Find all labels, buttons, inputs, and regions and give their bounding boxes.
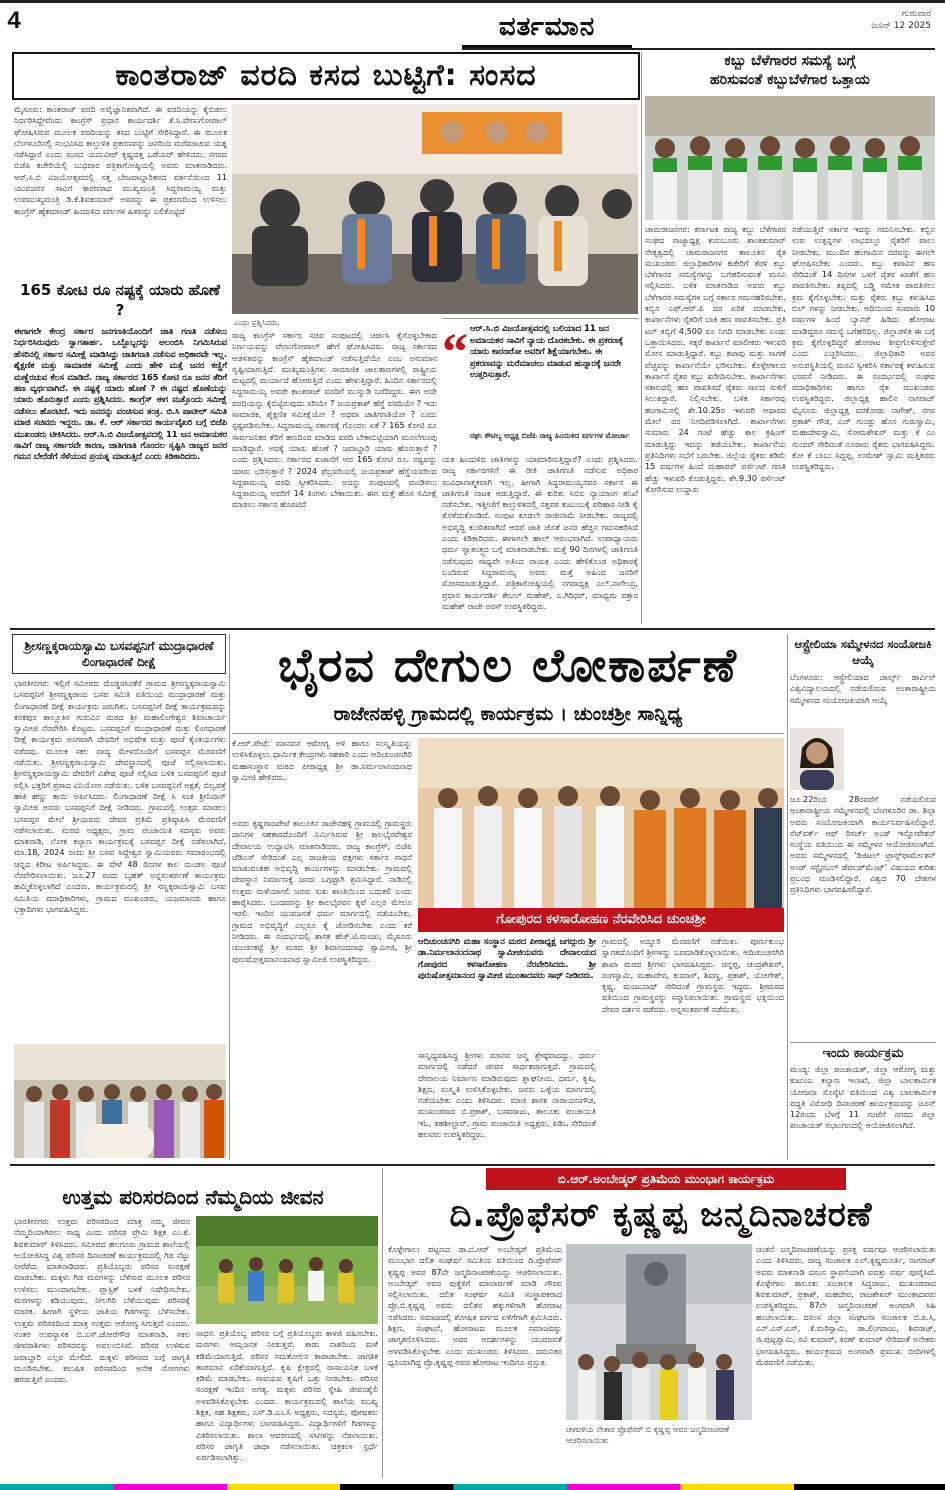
section-rule [10, 1164, 935, 1166]
story7-headline: ಉತ್ತಮ ಪರಿಸರದಿಂದ ನೆಮ್ಮದಿಯ ಜೀವನ [62, 1185, 324, 1209]
story4-intro: ಕೆ.ಆರ್.ಪೇಟೆ: ಮಾನವನ ಆರೋಗ್ಯ ಅಳಿ ಹಾಗೂ ಸಂಸ್ಕೃತಿಯನ್ನು ಉಳಿಸಿಕೊಳ್ಳಲು ಧಾರ್ಮಿಕ ಕೇಂದ್ರಗಳು ಸಹಕಾರಿ ಎಂದು ಆದಿಚುಂಚನಗಿರಿ ಮಹಾಸಂಸ್ಥಾನ ಮಠದ ಪೀಠಾಧ್ಯಕ್ಷ ಶ್ರೀ ಡಾ.ನಿರ್ಮಲಾನಂದನಾಥ ಸ್ವಾಮೀಜಿ ಹೇಳಿದರು. [232, 738, 412, 782]
story5-body: ಜೂ.22ರಿಂದ 28ರವರೆಗೆ ನಡೆಯಲಿರುವ ಅಂತಾರಾಷ್ಟ್ರೀಯ ಸಮ್ಮೇಳನದಲ್ಲಿ ಬೆಂಗಳೂರಿನ ಡಾ. ಶಿಲ್ಪಾ ಅವರು ಸಂಯೋಜಕಿಯಾಗಿ ಕಾರ್ಯನಿರ್ವಹಿಸಲಿದ್ದಾರೆ. ನೆಟ್‌ವರ್ಕ್ ಆಫ್ ರಿಸರ್ಚ್ ಅಂಡ್ ಇನ್ನೋವೇಶನ್ ಸಂಸ್ಥೆಯ ವತಿಯಿಂದ ಈ ಸಮ್ಮೇಳನ ಆಯೋಜಿಸಲಾಗಿದೆ. ಅವರು ಸಮ್ಮೇಳನದಲ್ಲಿ 'ಡಿಜಿಟಲ್ ಟ್ರಾನ್ಸ್‌ಫಾರ್ಮೇಶನ್ ಅಂಡ್ ಸಸ್ಟೈನಬಲ್ ಡೆವಲಪ್‌ಮೆಂಟ್' ವಿಷಯದ ಕುರಿತು ಪ್ರಬಂಧ ಮಂಡಿಸಲಿದ್ದಾರೆ. ವಿಶ್ವದ 70 ದೇಶಗಳ ಪ್ರತಿನಿಧಿಗಳು ಭಾಗವಹಿಸಲಿದ್ದಾರೆ. [790, 794, 936, 895]
story2-col1: ಚಾಮರಾಜನಗರ: ಕರ್ನಾಟಕ ರಾಜ್ಯ ಕಬ್ಬು ಬೆಳೆಗಾರರ ಸಂಘದ ರಾಜ್ಯಾಧ್ಯಕ್ಷ ಕುರುಬೂರು ಶಾಂತಕುಮಾರ್ ನೇತೃತ್ವದಲ್ಲಿ ಚಾಮರಾಜನಗರ ತಾಲೂಕಿನ ರೈತ ಮುಖಂಡರು ಜಿಲ್ಲಾಧಿಕಾರಿಗಳ ಕಚೇರಿಗೆ ತೆರಳಿ ಕಬ್ಬು ಬೆಳೆಗಾರರ ಸಮಸ್ಯೆಗಳನ್ನು ಬಗೆಹರಿಸುವಂತೆ ಮನವಿ ಸಲ್ಲಿಸಿದರು. ಬಳಿಕ ಮಾತನಾಡಿದ ಅವರು ಕಬ್ಬು ಬೆಳೆಗಾರರ ಸಮಸ್ಯೆಗಳ ಬಗ್ಗೆ ಸರ್ಕಾರ ಗಮನಹರಿಸಬೇಕು. ಕಬ್ಬಿನ ಎಫ್.ಆರ್.ಪಿ ದರ ಏರಿಕೆ ಮಾಡಬೇಕು, ಕಾರ್ಖಾನೆಗಳು ರೈತರಿಗೆ ಬಾಕಿ ಹಣ ಪಾವತಿಸಬೇಕು. ಪ್ರತಿ ಟನ್ ಕಬ್ಬಿಗೆ 4,500 ರೂ ನಿಗದಿ ಮಾಡಬೇಕು ಎಂದು ಒತ್ತಾಯಿಸಿದರು. ಸಕ್ಕರೆ ಕಾರ್ಖಾನೆ ಮಾಲೀಕರು ಇಳುವರಿ ಮೋಸ ಮಾಡುತ್ತಿದ್ದಾರೆ. ಕಬ್ಬು ಕಟಾವು ಮತ್ತು ಸಾಗಣೆ ವೆಚ್ಚವನ್ನು ಕಾರ್ಖಾನೆಯೇ ಭರಿಸಬೇಕು. ಕೊಳ್ಳೇಗಾಲದ ಕಾರ್ಖಾನೆ ರೈತರ ಕಬ್ಬು ಖರೀದಿಸಬೇಕು. ಕಾರ್ಖಾನೆಗಳು ಸಕಾಲದಲ್ಲಿ ಹಣ ಪಾವತಿಸದೆ ರೈತರು ಸಾಲದ ಸುಳಿಗೆ ಸಿಲುಕಿದ್ದಾರೆ. ನಿಲ್ಲಿಸಬೇಕು. ಬಳಿಕ ಸರ್ಕಾರವು ಹಂಗಾಮಿನಲ್ಲಿ ಶೇ.10.25ರ ಇಳುವರಿ ಆಧಾರದ ಮೇಲೆ ದರ ನಿಗದಿಪಡಿಸಲಾಗಿದೆ. ಕಾರ್ಖಾನೆಗಳು ಸುಮಾರು 24 ಗಂಟೆ ಹೆಚ್ಚು ಕಾಲ ಕ್ರಷಿಂಗ್ ಮಾಡುತ್ತಿದ್ದು ಇದನ್ನು ತಡೆಯಬೇಕು. ಕಾರ್ಖಾನೆಯ ಪ್ರತಿನಿಧಿಗಳು ಸಭೆಗೆ ಬರಬೇಕು. ಜಿಲ್ಲೆಯ ರೈತರು ಕಡಿಮೆ 15 ವರ್ಷಗಳ ಹಿಂದೆ ಮಹಾಪರ್ ಪರ್ಸೆಂಟ್ ಗಣತಿ ಹೆಚ್ಚು ಇಳುವರಿ ಕೊಡುತ್ತಿದ್ದರು. ಶೇ.9.30 ಪರ್ಸೆಂಟ್ ತೋರಿಸುವ ಉದ್ದಾರು [645, 224, 786, 494]
issue-day: ಗುರುವಾರ [901, 9, 931, 19]
story1-subhead: 165 ಕೋಟಿ ರೂ ನಷ್ಟಕ್ಕೆ ಯಾರು ಹೊಣೆ ? [20, 281, 220, 319]
devotees-photo [14, 1044, 226, 1158]
story5-headline: ಆಸ್ಟ್ರೇಲಿಯಾ ಸಮ್ಮೇಳನದ ಸಂಯೋಜಕಿ ಆಯ್ಕೆ [794, 637, 932, 667]
story1-photo [232, 104, 638, 314]
story4-col3: ಗ್ರಾಮದಲ್ಲಿ ಅದ್ದೂರಿ ಮೆರವಣಿಗೆ ನಡೆಯಿತು. ಪೂರ್ಣಕುಂಭ ಸ್ವಾಗತದೊಂದಿಗೆ ಶ್ರೀಗಳನ್ನು ಬರಮಾಡಿಕೊಳ್ಳಲಾಯಿತು. ಆದಿಚುಂಚನಗಿರಿ ಶಾಖಾ ಮಠದ ಶ್ರೀಗಳು ಭಾಗವಹಿಸಿದ್ದರು. ಚಿನ್ನಪ್ಪ, ಚಂದ್ರಶೇಖರ್, ರಂಗಸ್ವಾಮಿ, ಮಹಾದೇವ, ಕುಮಾರ್, ಶಿವಣ್ಣ, ಪ್ರಕಾಶ್, ಯೋಗೇಶ್, ಕೃಷ್ಣ, ಮಂಜುನಾಥ್ ಸೇರಿದಂತೆ ಗ್ರಾಮಸ್ಥರು ಇದ್ದರು. ಶ್ರೀಮಠದ ವತಿಯಿಂದ ಗ್ರಾಮಸ್ಥರನ್ನು ಸನ್ಮಾನಿಸಲಾಯಿತು. ಗ್ರಾಮಸ್ಥರು ಭಕ್ತಿಯಿಂದ ದೇವರ ದರ್ಶನ ಪಡೆದರು. ಅನ್ನಸಂತರ್ಪಣೆ ನಡೆಯಿತು. [602, 936, 784, 1014]
issue-date-text: ಜೂನ್ 12 2025 [871, 21, 931, 31]
temple-ceremony-photo [418, 738, 784, 908]
story5-portrait [790, 728, 844, 790]
portrait-photo [790, 728, 844, 790]
story6-headline: ಇಂದು ಕಾರ್ಯಕ್ರಮ [822, 1046, 904, 1061]
story4-photo [418, 738, 784, 908]
column-divider [787, 634, 788, 1160]
story8-headline: ದಿ.ಪ್ರೊಫೆಸರ್ ಕೃಷ್ಣಪ್ಪ ಜನ್ಮದಿನಾಚರಣೆ [449, 1195, 873, 1235]
story4-headline: ಭೈರವ ದೇಗುಲ ಲೋಕಾರ್ಪಣೆ [277, 638, 739, 692]
story1-headline: ಕಾಂತರಾಜ್ ವರದಿ ಕಸದ ಬುಟ್ಟಿಗೆ: ಸಂಸದ [115, 58, 537, 93]
story4-photo-caption: ಗೋಪುರದ ಕಳಸಾರೋಹಣ ನೆರವೇರಿಸಿದ ಚುಂಚಶ್ರೀ [418, 908, 784, 932]
sub-rule [232, 733, 784, 734]
story4-col1: ಅವರು ಕೃಷ್ಣರಾಜಪೇಟೆ ತಾಲೂಕಿನ ರಾಜೇನಹಳ್ಳಿ ಗ್ರಾಮದಲ್ಲಿ ಗ್ರಾಮಸ್ಥರು ದಾನಿಗಳ ಸಹಕಾರದೊಂದಿಗೆ ನಿರ್ಮಿಸಿರುವ ಶ್ರೀ ಕಾಲಭೈರವೇಶ್ವರ ದೇವಾಲಯ ಉದ್ಘಾಟಿಸಿ ಮಾತನಾಡಿದರು. ರಾಜ್ಯ ಕಾಂಗ್ರೆಸ್, ಬಿಜೆಪಿ ಜೆಡಿಎಸ್ ಸೇರಿದಂತೆ ಎಲ್ಲ ರಾಜಕೀಯ ಪಕ್ಷಗಳು ಸರ್ಕಾರ ಸಾಧನೆ ಮಾಡುವಂತಹ ಅಭಿವೃದ್ಧಿ ಕಾರ್ಯಗಳನ್ನು ಮಾಡಬೇಕು. ಗ್ರಾಮದಲ್ಲಿ ದೇವಸ್ಥಾನ ನಿರ್ಮಾಣಕ್ಕೆ ಜನರು ಒಗ್ಗಟ್ಟಾಗಿ ಶ್ರಮಿಸಿದ್ದಾರೆ. ನಾಡಿನಲ್ಲಿ ಉತ್ತಮ ಮಳೆಯಾಗಲಿ ಜನರು ಸುಖ ಶಾಂತಿಯಿಂದ ಬದುಕಲಿ ಎಂದು ಹಾರೈಸಿದರು. ಬಂದವರನ್ನು ಶ್ರೀ ಕಾಲಭೈರವನ ಕೃಪೆ ಎಲ್ಲರ ಮೇಲೂ ಇರಲಿ. ಇಂದಿನ ಯುವಜನತೆ ಧರ್ಮ ಮಾರ್ಗದಲ್ಲಿ ನಡೆಯಬೇಕು. ಗ್ರಾಮದ ಅಭಿವೃದ್ಧಿಗೆ ಎಲ್ಲರೂ ಕೈ ಜೋಡಿಸಬೇಕು ಎಂದು ಕರೆ ನೀಡಿದರು. ಈ ಸಂದರ್ಭದಲ್ಲಿ ಶಾಸಕ ಹೆಚ್.ಟಿ.ಮಂಜು, ಮೈಸೂರು ಚುಂಚನಕಟ್ಟೆ ಶ್ರೀ ಮಠದ ಶ್ರೀ ಶಿವಾನಂದನಾಥ ಸ್ವಾಮೀಜಿ, ಶ್ರೀ ಪುರುಷೋತ್ತಮಾನಂದನಾಥ ಸ್ವಾಮೀಜಿ ಉಪಸ್ಥಿತರಿದ್ದರು. [232, 818, 412, 964]
story3-photo [14, 1044, 226, 1158]
story1-lead: ಮೈಸೂರು: ಕಾಂತರಾಜ್ ವರದಿ ಅವೈಜ್ಞಾನಿಕವಾಗಿದೆ. ಈ ವರದಿಯನ್ನು ಕೈಬಿಡಲು ನಿರ್ಧರಿಸಿದ್ದೇವೆಂದು ಕಾಂಗ್ರೆಸ್ ಪ್ರಧಾನ ಕಾರ್ಯದರ್ಶಿ ಕೆ.ಸಿ.ವೇಣುಗೋಪಾಲ್ ಘೋಷಿಸಿರುವ ಮೂಲಕ ವರದಿಯನ್ನು ಕಸದ ಬುಟ್ಟಿಗೆ ಸೇರಿಸಿದ್ದಾರೆ. ಈ ಮೂಲಕ ಬೆಂಗಳೂರಿನಲ್ಲಿ ಸಂಭವಿಸಿದ ಕಾಲ್ತುಳಿತ ಪ್ರಕರಣವನ್ನು ಜನರಿಂದ ಮರೆಮಾಚುವ ಯತ್ನ ನಡೆಸಿದ್ದಾರೆ ಎಂದು ಸಂಸದ ಯದುವೀರ್ ಕೃಷ್ಣದತ್ತ ಒಡೆಯರ್ ಹೇಳಿದರು. ನಗರದ ಬಿಜೆಪಿ ಕಚೇರಿಯಲ್ಲಿ ಬುಧವಾರ ಪತ್ರಿಕಾಗೋಷ್ಠಿಯಲ್ಲಿ ಅವರು ಮಾತನಾಡಿದರು. ಆರ್.ಸಿ.ಬಿ ವಿಜಯೋತ್ಸವದಲ್ಲಿ ಸತ್ತ ಬೇಜವಾಬ್ದಾರಿತನದ ವರ್ತನೆಯಿಂದ 11 ಯುವಜನರ ಸಾವಿಗೆ ಕಾರಣರಾದ ಮುಖ್ಯಮಂತ್ರಿ ಸಿದ್ದರಾಮಯ್ಯ ಮತ್ತು ಉಪಮುಖ್ಯಮಂತ್ರಿ ಡಿ.ಕೆ.ಶಿವಕುಮಾರ್ ಅವರನ್ನು ಈ ಪ್ರಕರಣದಿಂದ ಉಳಿಸಲು ಕಾಂಗ್ರೆಸ್ ಹೈಕಮಾಂಡ್ ಹಿಂದುಳಿದ ವರ್ಗಗಳ ಹಿತವನ್ನು ಬಲಿಕೊಟ್ಟಿದೆ [14, 104, 227, 216]
column-divider [641, 52, 642, 624]
story1-col3: ಯಕ ಹಿಂದುಳಿದ ಜಾತಿಗಳನ್ನು ಯಾಮಾರಿಸುತ್ತಿದ್ದಾರೆ? ಎಂದು ಪ್ರಶ್ನಿಸಿದರು. ರಾಜ್ಯ ಸರ್ಕಾರಗಳಿಗೆ ಈ ರೀತಿ ಜಾತಿಗಣತಿ ನಡೆಸುವ ಅಧಿಕಾರ ಸಂವಿಧಾನಾತ್ಮಕವಾಗಿ ಇಲ್ಲ. ಹೀಗಾಗಿ ಸಿದ್ದರಾಮಯ್ಯನವರ ಸರ್ಕಾರ ಈ ಜಾತಿಗಣತಿ ನಾಟಕ ಆಡುತ್ತಿದ್ದಾರೆ. ಈ ಕುರಿತು ಸಿಬಿಐ ನ್ಯಾಯಾಂಗ ತನಿಖೆ ನಡೆಸಬೇಕು. ಇತ್ತೀಚೆಗೆ ಕಾಲ್ತುಳಿತದಲ್ಲಿ ಸತ್ತವರ ಕುಟುಂಬಕ್ಕೆ ಪರಿಹಾರ ನೀಡಿ ಕೈ ತೊಳೆದುಕೊಂಡಿದೆ. ಸಂಪುಟ ಕೂಡಲೇ ರಾಜೀನಾಮೆ ನೀಡಬೇಕು. ರಾಜ್ಯದಲ್ಲಿ ಅಭಿವೃದ್ಧಿ ಕುಂಠಿತವಾಗಿದೆ ಆದರೆ ಜಾತಿ ಜೊತೆ ಜನರ ಹೆಚ್ಚಿನ ಗಮನಹರಿಸಿದೆ ಎಂದು ಕಿಡಿಕಾರಿದರು. ಈಗಾಗಲೇ ಹಾಲ್ ಆರಂಭವಾಗಿದೆ. ಉಪಾಧ್ಯಾಯರು ಧರ್ಮ ಸ್ವಾತಂತ್ರ್ಯದ ಬಗ್ಗೆ ಮಾತನಾಡಬೇಕು. ಮತ್ತೆ 90 ದಿನಗಳಲ್ಲಿ ಜಾತಿಗಣತಿ ನಡೆಸುವುದು ಸಾಧ್ಯವೇ ಅತಿಂದ ನಾಯಕ ಎಂದು ಹೇಳಿಕೊಂಡ ಅಧಿಕಾರಕ್ಕೆ ಬಂದಿರುವ ಸಿದ್ದರಾಮಯ್ಯ ಅವರು ಮತ್ತೆ ಅಹಿಂದ ಜನರಿಗೆ ಮೋಸಮಾಡುತ್ತಿದ್ದಾರೆ. ಪತ್ರಿಕಾಗೋಷ್ಠಿಯಲ್ಲಿ ನಗರಾಧ್ಯಕ್ಷ ಎಲ್.ನಾಗೇಂದ್ರ, ಪ್ರಧಾನ ಕಾರ್ಯದರ್ಶಿ ಕೇಬಲ್ ಮಹೇಶ್, ಎ.ಗಿರಿಧರ್, ಮಾಧ್ಯಮ ವಕ್ತಾರ ಮಹೇಶ್ ರಾಜೇ ಅರಸ್ ಉಪಸ್ಥಿತರಿದ್ದರು. [442, 454, 638, 611]
page-number: 4 [2, 6, 26, 36]
story4-col2: ಸಾನ್ನಿಧ್ಯವಹಿಸಿದ್ದ ಶ್ರೀಗಳು ಮಾನವ ಜನ್ಮ ಶ್ರೇಷ್ಠವಾದದ್ದು. ಧರ್ಮ ಮಾರ್ಗದಲ್ಲಿ ನಡೆದರೆ ಜೀವನ ಸಾರ್ಥಕವಾಗುತ್ತದೆ. ಗ್ರಾಮದಲ್ಲಿ ದೇವಾಲಯ ನಿರ್ಮಾಣ ಮಾಡಿರುವುದು ಶ್ಲಾಘನೀಯ. ಧರ್ಮ, ಕೃಷಿ, ಶಿಕ್ಷಣ, ಸಂಸ್ಕೃತಿ ಉಳಿಸಿಕೊಳ್ಳಬೇಕು. ಜನರು ಒಳ್ಳೆಯ ಮಾರ್ಗದಲ್ಲಿ ನಡೆಯಬೇಕು ಎಂದು ತಿಳಿಸಿದರು. ಮಾಜಿ ಶಾಸಕ ನಾರಾಯಣಗೌಡ, ಮುಖಂಡರಾದ ಬಿ.ಪ್ರಕಾಶ್, ಬಸವರಾಜು, ತಾಲೂಕು ಪಂಚಾಯಿತಿ ಇಓ, ತಹಶೀಲ್ದಾರ್, ಗ್ರಾಮ ಪಂಚಾಯಿತಿ ಅಧ್ಯಕ್ಷರು, ಪಿಡಿಒ ಸೇರಿದಂತೆ ಹಲವರು ಉಪಸ್ಥಿತರಿದ್ದರು. [418, 1050, 596, 1140]
story3-headline: ಶ್ರೀಸಣ್ಣಕ್ಕರಾಯಸ್ವಾಮಿ ಬಸವಪ್ಪನಿಗೆ ಮುದ್ರಾಧಾರಣೆ ಲಿಂಗಾಧಾರಣೆ ದೀಕ್ಷೆ [24, 639, 214, 669]
column-divider [229, 634, 230, 1160]
story5-intro: ಬೆಂಗಳೂರು: ಆಸ್ಟ್ರೇಲಿಯಾದ ಚಾರ್ಲ್ಸ್ ಡಾರ್ವಿನ್ ವಿಶ್ವವಿದ್ಯಾಲಯದಲ್ಲಿ ನಡೆಯಲಿರುವ ಅಂತಾರಾಷ್ಟ್ರೀಯ ಸಮ್ಮೇಳನದ ಸಂಯೋಜಕಿಯಾಗಿ ಆಯ್ಕೆ [790, 672, 936, 705]
story8-photo [566, 1244, 752, 1420]
story2-headline [645, 52, 935, 90]
print-color-bar [0, 1484, 945, 1490]
box-rule [790, 1042, 936, 1043]
story7-col1: ಭಾರತೀನಗರ: ಉತ್ತಮ ಪರಿಸರದಿಂದ ಮಾತ್ರ ನಮ್ಮ ಜೀವನ ನೆಮ್ಮದಿಯಾಗಿರಲು ಸಾಧ್ಯ ಎಂದು ಪರಿಸರ ಪ್ರೇಮಿ ಶಿಕ್ಷಕ ಎಂ.ಕೆ. ಶಿವಕುಮಾರ್ ತಿಳಿಸಿದರು. ಸಮೀಪದ ಹಲಗೂರು ಗ್ರಾಮದ ಶಾಲೆಯಲ್ಲಿ ಆಯೋಜಿಸಿದ್ದ ವಿಶ್ವ ಪರಿಸರ ದಿನಾಚರಣೆ ಕಾರ್ಯಕ್ರಮದಲ್ಲಿ ಗಿಡ ನೆಟ್ಟು ನೀರೆರೆದು ಮಾತನಾಡಿದರು. ಪ್ರತಿಯೊಬ್ಬರು ಪರಿಸರ ಸಂರಕ್ಷಣೆ ಮಾಡಬೇಕು. ಮಕ್ಕಳು ಗಿಡ ಮರಗಳನ್ನು ಬೆಳೆಸುವ ಮೂಲಕ ಪರಿಸರ ಉಳಿಸಲು ಮುಂದಾಗಬೇಕು. ಪ್ಲಾಸ್ಟಿಕ್ ಬಳಕೆ ನಿಷೇಧಿಸಬೇಕು. ಮರಗಳನ್ನು ಕಡಿಯುವುದು, ನೀಲಗಿರಿ ಬೆಳೆಯುವುದು ಪರಿಸರಕ್ಕೆ ಮಾರಕ. ಹೀಗಾಗಿ ಸ್ಥಳೀಯ ಜಾತಿಯ ಗಿಡಗಳನ್ನು ಬೆಳೆಸಬೇಕು. ಉತ್ತಮ ಪರಿಸರದಿಂದ ಮಾತ್ರ ಉತ್ತಮ ಆರೋಗ್ಯ ಸಿಗುತ್ತದೆ ಎಂದರು. ನಂತರ ಉಪನ್ಯಾಸಕ ಬಿ.ಎಸ್.ಜೋರೆಗೌಡ ಮಾತನಾಡಿ, ಸಕಲ ಜೀವರಾಶಿಗಳು ಪರಿಸರವನ್ನು ಅವಲಂಬಿಸಿವೆ. ಪರಿಸರ ಉಳಿಸುವ ಜವಾಬ್ದಾರಿ ಎಲ್ಲರ ಮೇಲಿದೆ. ಮಕ್ಕಳು ಪರಿಸರದ ಬಗ್ಗೆ ಜಾಗೃತಿ ಮೂಡಿಸಬೇಕು. ಕಲುಷಿತ ಪರಿಸರದಿಂದ ಅನೇಕ ರೋಗಗಳು ಹರಡುತ್ತಿವೆ ಎಂದರು. [14, 1216, 190, 1385]
story1-pullquote: ಆರ್.ಸಿ.ಬಿ ವಿಜಯೋತ್ಸವದಲ್ಲಿ ಬಲಿಯಾದ 11 ಜನ ಅಮಾಯಕರ ಸಾವಿಗೆ ನ್ಯಾಯ ದೊರಕಬೇಕು. ಈ ಪ್ರಕರಣಕ್ಕೆ ಯಾರು ಕಾರಣರೋ ಅವರಿಗೆ ಶಿಕ್ಷೆಯಾಗಬೇಕು. ಈ ಪ್ರಕರಣವನ್ನು ಮರೆಮಾಚಲು ಮಾಡುವ ಹುನ್ನಾರಕ್ಕೆ ಜನರೇ ಉತ್ತರಿಸುತ್ತಾರೆ. [470, 323, 624, 379]
issue-date [851, 8, 931, 32]
masthead: ವರ್ತಮಾನ [462, 10, 632, 44]
story7-col2: ಸಾಧನ. ಪ್ರತಿಯೊಬ್ಬ ಪರಿಸರ ಬಗ್ಗೆ ಪ್ರತಿಯೊಬ್ಬರು ಕಾಳಜಿ ವಹಿಸಬೇಕು. ಮರಗಳು ಆಮ್ಲಜನಕ ನೀಡುತ್ತವೆ. ಕಾಡು ನಾಶದಿಂದ ಮಳೆ ಕಡಿಮೆಯಾಗುತ್ತಿದೆ. ಪರಿಸರ ಸಮತೋಲನ ಕಾಪಾಡಬೇಕು. ಜಾಗತಿಕ ತಾಪಮಾನ ಏರಿಕೆಯಾಗುತ್ತಿದೆ. ಕೃಷಿ ಕ್ಷೇತ್ರದಲ್ಲಿ ರಾಸಾಯನಿಕ ಬಳಕೆ ಕಡಿಮೆ ಮಾಡಬೇಕು. ಸಾವಯವ ಕೃಷಿಗೆ ಒತ್ತು ನೀಡಬೇಕು. ಪರಿಸರ ಸಂರಕ್ಷಣೆ ಇಂದಿನ ಅಗತ್ಯ. ಮಕ್ಕಳು ಪರಿಸರ ಸ್ನೇಹಿ ಜೀವನಶೈಲಿ ಅಳವಡಿಸಿಕೊಳ್ಳಬೇಕು ಎಂದರು. ಕಾರ್ಯಕ್ರಮದಲ್ಲಿ ಶಾಲೆಯ ಮುಖ್ಯ ಶಿಕ್ಷಕ, ಸಹ ಶಿಕ್ಷಕರು, ಎಸ್.ಡಿ.ಎಂ.ಸಿ ಅಧ್ಯಕ್ಷರು, ಸದಸ್ಯರು, ಪೋಷಕರು ಹಾಗೂ ವಿದ್ಯಾರ್ಥಿಗಳು ಭಾಗವಹಿಸಿದ್ದರು. ವಿದ್ಯಾರ್ಥಿಗಳಿಗೆ ಗಿಡಗಳನ್ನು ವಿತರಿಸಲಾಯಿತು. ಶಾಲಾ ಆವರಣದಲ್ಲಿ ಸಸಿಗಳನ್ನು ನೆಡಲಾಯಿತು. ಪರಿಸರ ಜಾಗೃತಿ ಜಾಥಾ ನಡೆಸಲಾಯಿತು. ಚಿತ್ರಕಲಾ ಸ್ಪರ್ಧೆ ಏರ್ಪಡಿಸಲಾಗಿತ್ತು. [196, 1328, 378, 1463]
story8-caption: ಚಳವಳಿಯ ನೇತಾರ ಪ್ರೊಫೆಸರ್ ಬಿ ಕೃಷ್ಣಪ್ಪ ಅವರ ಜನ್ಮದಿನಾಚರಣೆ ಆಚರಿಸಲಾಯಿತು [566, 1425, 730, 1445]
story2-headline-line2: ಹರಿಸುವಂತೆ ಕಬ್ಬುಬೆಳೆಗಾರ ಒತ್ತಾಯ [710, 72, 870, 88]
story1-pullquote-credit: ರಘು ಕೌಟಿಲ್ಯ ಅಧ್ಯಕ್ಷ ಬಿಜೆಪಿ ರಾಜ್ಯ ಹಿಂದುಳಿದ ವರ್ಗಗಳ ಮೋರ್ಚಾ [470, 431, 630, 440]
press-meet-photo [232, 104, 638, 314]
statue-garland-photo [566, 1244, 752, 1420]
story8-col1: ಕೊಳ್ಳೇಗಾಲ: ಪಟ್ಟಣದ ಡಾ.ಬಿ.ಆರ್ ಅಂಬೇಡ್ಕರ್ ಪ್ರತಿಮೆಯ ಮುಂಭಾಗ ದಲಿತ ಸಂಘರ್ಷ ಸಮಿತಿಯ ವತಿಯಿಂದ ದಿ.ಪ್ರೊಫೆಸರ್ ಕೃಷ್ಣಪ್ಪ ಅವರ 87ನೇ ಜನ್ಮದಿನಾಚರಣೆಯನ್ನು ಆಚರಿಸಲಾಯಿತು. ಅಂಬೇಡ್ಕರ್ ಅವರ ಪುತ್ಥಳಿಗೆ ಮಾಲಾರ್ಪಣೆ ಮಾಡಿ ಗೌರವ ಸಲ್ಲಿಸಲಾಯಿತು. ದಲಿತ ಸಂಘರ್ಷ ಸಮಿತಿ ಸಂಸ್ಥಾಪಕರಾದ ಪ್ರೊ.ಬಿ.ಕೃಷ್ಣಪ್ಪ ಅವರು ದಲಿತರ ಹಕ್ಕುಗಳಿಗಾಗಿ ಹೋರಾಟ ನಡೆಸಿದರು. ಸಮಾಜದಲ್ಲಿ ಶೋಷಿತ ವರ್ಗದ ಏಳಿಗೆಗಾಗಿ ಶ್ರಮಿಸಿದರು. ಶಿಕ್ಷಣ, ಸಂಘಟನೆ, ಹೋರಾಟದ ಮೂಲಕ ಸಮಾಜವನ್ನು ಜಾಗೃತಗೊಳಿಸಿದರು. ಅವರ ಆದರ್ಶಗಳನ್ನು ಯುವಜನತೆ ಅಳವಡಿಸಿಕೊಳ್ಳಬೇಕು ಎಂದು ಮುಖಂಡರು ತಿಳಿಸಿದರು. ದಮನಿತರ ಧ್ವನಿಯಾಗಿದ್ದ ಪ್ರೊ.ಕೃಷ್ಣಪ್ಪ ಅವರ ಹೋರಾಟ ಇಂದಿಗೂ ಪ್ರಸ್ತುತ. [388, 1244, 562, 1367]
story4-col2-box: ಆದಿಚುಂಚನಗಿರಿ ಮಹಾ ಸಂಸ್ಥಾನ ಮಠದ ಪೀಠಾಧ್ಯಕ್ಷ ಜಗದ್ಗುರು ಶ್ರೀ ಡಾ.ನಿರ್ಮಲಾನಂದನಾಥ ಸ್ವಾಮೀಜಿಯವರು ದೇವಾಲಯದ ಗೋಪುರದ ಕಳಸಾರೋಹಣ ನೆರವೇರಿಸಿದರು. ಶ್ರೀ ಪುರುಷೋತ್ತಮಾನಂದ ಸ್ವಾಮೀಜಿ ಮುಂತಾದವರು ಸಾಥ್ ನೀಡಿದರು. [418, 936, 596, 981]
story1-col2: ರಾಜ್ಯ ಕಾಂಗ್ರೆಸ್ ಸರ್ಕಾರ ಸಚಿವ ಸಂಪುಟದಲ್ಲಿ ಚರ್ಚಿಸಿ ಕೈಗೊಳ್ಳಬೇಕಾದ ನಿರ್ಣಯವನ್ನು ವೇಣುಗೋಪಾಲ್ ಹೇಗೆ ಘೋಷಿಸಿದರು. ರಾಜ್ಯ ಸರ್ಕಾರದ ಆಡಳಿತವನ್ನು ಕಾಂಗ್ರೆಸ್ ಹೈಕಮಾಂಡ್ ನಡೆಸುತ್ತಿದೆಯೇ ಎಂಬ ಅನುಮಾನ ಸೃಷ್ಟಿಯಾಗುತ್ತಿದೆ. ಮುಖ್ಯಮಂತ್ರಿಗಳು ಸಾಮಾಜಿಕ ಜಾಲತಾಣಗಳಲ್ಲಿ ರಾಷ್ಟ್ರೀಯ ಮಟ್ಟದಲ್ಲಿ ಮರ್ಯಾದೆ ಹೋಗುತ್ತಿದೆ ಎಂದು ಹೇಳುತ್ತಿದ್ದಾರೆ. ಹಿಂದಿನ ಸರ್ಕಾರದಲ್ಲಿ ಸಿದ್ದರಾಮಯ್ಯ ಅವರೇ ಕಾಂತರಾಜ್ ವರದಿಗೆ ಮುನ್ನುಡಿ ಬರೆದಿದ್ದರು. ಈಗ ಅದೇ ವರದಿಯನ್ನು ಕೈಬಿಟ್ಟಿರುವುದು ಸರಿಯೇ ? ಜಯಪ್ರಕಾಶ್ ಹೆಗ್ಡೆ ವರದಿಯೇ ? ಇದು ಸಾಮಾಜಿಕ, ಶೈಕ್ಷಣಿಕ ಸಮೀಕ್ಷೆಯೋ ? ಅಥವಾ ಜಾತಿಗಣತಿಯೋ ? ಎಂದು ಸ್ಪಷ್ಟಪಡಿಸಬೇಕು. ಸಿದ್ದರಾಮಯ್ಯ ಸರ್ಕಾರಕ್ಕೆ ಗೊಂದಲ ಏಕೆ ? 165 ಕೋಟಿ ರೂ ಸಾರ್ವಜನಿಕರ ತೆರಿಗೆ ಹಣದಿಂದ ಮಾಡಿದ ವರದಿ ಬೇಕಾಬಿಟ್ಟಿಯಾಗಿ ಮೂಲೆಗುಂಪು ಮಾಡಿದ್ದಾರೆ. ಅದಕ್ಕೆ ಯಾರು ಹೊಣೆ ? ಜವಾಬ್ದಾರಿ ಯಾರು ಹೊರುತ್ತಾರೆ ? ಎಂದು ಪ್ರಶ್ನಿಸಿದರು. ಸರ್ಕಾರದ ಖಜಾನೆಗೆ ಆದ 165 ಕೋಟಿ ರೂ. ನಷ್ಟವನ್ನು ಯಾರು ಭರಿಸುತ್ತಾರೆ ? 2024 ಫೆಬ್ರವರಿಯಲ್ಲಿ ಜಯಪ್ರಕಾಶ್ ಹೆಗ್ಡೆಯವರಿಂದ ಸಿದ್ದರಾಮಯ್ಯ ವರದಿ ಸ್ವೀಕರಿಸಿದರು. ಅದನ್ನು ಸಂಪುಟದಲ್ಲಿ ಮಂಡಿಸಲು ಸಿದ್ದರಾಮಯ್ಯ ಅವರಿಗೆ 14 ತಿಂಗಳು ಬೇಕಾಯಿತು. ಈಗ ಮತ್ತೆ ಹೊಸ ಸಮೀಕ್ಷೆ ಮಾಡಲು ಸರ್ಕಾರ ಹೊರಟಿದೆ [232, 330, 437, 510]
column-divider [382, 1168, 383, 1478]
farmers-group-photo [645, 96, 935, 220]
story1-sub-body: ಈಗಾಗಲೇ ಕೇಂದ್ರ ಸರ್ಕಾರ ಜನಗಣತಿಯೊಂದಿಗೆ ಜಾತಿ ಗಣತಿ ನಡೆಸಲು ನಿರ್ಧರಿಸಿರುವುದು ಸ್ವಾಗತಾರ್ಹ. ಒಬ್ಬೊಬ್ಬರನ್ನು ಅಲಂಬಿಸಿ ನಿಗಮಿಸಿರುವ ಹೆಸರಿನಲ್ಲಿ ಸರ್ಕಾರ ಸಮೀಕ್ಷೆ ಮಾಡಿಸಿದ್ದು ಜಾತಿಗಣತಿ ನಡೆಸುವ ಅಧಿಕಾರವೇ ಇಲ್ಲ. ಶೈಕ್ಷಣಿಕ ಮತ್ತು ಸಾಮಾಜಿಕ ಸಮೀಕ್ಷೆ ಎಂದು ಹೇಳಿ ಮತ್ತೆ ಜನರ ಕಣ್ಣಿಗೆ ಮಣ್ಣೆರಚುವ ಕೆಲಸ ಮಾಡಿದೆ. ರಾಜ್ಯ ಸರ್ಕಾರದ 165 ಕೋಟಿ ರೂ ಜನರ ತೆರಿಗೆ ಹಣ ವ್ಯರ್ಥವಾಗಿದೆ. ಈ ನಷ್ಟಕ್ಕೆ ಯಾರು ಹೊಣೆ ? ಈ ನಷ್ಟದ ಹೊಣೆಯನ್ನು ಯಾರು ಹೊರುತ್ತಾರೆ ಎಂದು ಪ್ರಶ್ನಿಸಿದರು. ಕಾಂಗ್ರೆಸ್ ಈಗ ಮತ್ತೊಂದು ಸಮೀಕ್ಷೆ ನಡೆಸಲು ಹೊರಟಿದೆ. ಇದು ಜನರನ್ನು ವಂಚಿಸುವ ತಂತ್ರ. ಬಿ.ಸಿ ಪಾಟೀಲ್ ಸಮಿತಿ ಮಾಜಿ ಸಚಿವರು ಇದ್ದರು. ಡಾ. ಕೆ. ಆರ್ ಸರ್ಕಾರದ ಕಾರ್ಯವೈಖರಿ ಬಗ್ಗೆ ಬಿಜೆಪಿ ಮುಖಂಡರು ಟೀಕಿಸಿದರು. ಆರ್.ಸಿ.ಬಿ ವಿಜಯೋತ್ಸವದಲ್ಲಿ 11 ಜನ ಅಮಾಯಕರ ಸಾವಿಗೆ ರಾಜ್ಯ ಸರ್ಕಾರವೇ ಕಾರಣ, ಜಾತಿಗಣತಿ ಗೊಂದಲ ಸೃಷ್ಟಿಸಿ ರಾಜ್ಯದ ಜನರ ಗಮನ ಬೇರೆಡೆಗೆ ಸೆಳೆಯುವ ಪ್ರಯತ್ನ ಮಾಡುತ್ತಿದೆ ಎಂದು ಕಿಡಿಕಾರಿದರು. [14, 326, 227, 462]
masthead-rule [462, 48, 935, 50]
story1-caption: ಎಂದು ಪ್ರಶ್ನಿಸಿದರು. [234, 318, 280, 327]
plantation-photo [196, 1216, 378, 1324]
story3-body: ಭಾರತೀನಗರ: ಇಲ್ಲಿಗೆ ಸಮೀಪದ ದೊಡ್ಡರಸಿನಕೆರೆ ಗ್ರಾಮದ ಶ್ರೀಸಣ್ಣಕ್ಕರಾಯಸ್ವಾಮಿ ಬಸವಪ್ಪನಿಗೆ ಶ್ರೀಸಣ್ಣಕ್ಕರಾಯ ಬಸವ ಸಮಿತಿ ವತಿಯಿಂದ ಮುದ್ರಾಧಾರಣೆ ಮತ್ತು ಲಿಂಗಾಧಾರಣೆ ದೀಕ್ಷೆ ಕಾರ್ಯಕ್ರಮ ಜರುಗಿತು. ಬಸವಪ್ಪನಿಗೆ ದೀಕ್ಷೆ ಕಾರ್ಯಕ್ರಮವನ್ನು ಕನಕಪುರ ತಾಲ್ಲೂಕಿನ ಗುರುವಿನ ಮಠದ ಶ್ರೀ ಮಹಾಲಿಂಗೇಶ್ವರ ಶಿವಾಚಾರ್ಯ ಸ್ವಾಮೀಜಿ ನೆರವೇರಿಸಿ ಕೊಟ್ಟರು. ಬಸವಪ್ಪನಿಗೆ ಮುದ್ರಾಧಾರಣೆ ಮತ್ತು ಲಿಂಗಧಾರಣೆ ದೀಕ್ಷೆ ಕಾರ್ಯಕ್ರಮ ಅಂಗವಾಗಿ ದೇವರಿಗೆ ಅಭಿಷೇಕ ಮತ್ತು ಪೂಜೆ ಕೈಂಕರ್ಯಗಳು ನಡೆದವು. ಮೂಲಕ ಸಕಲ ವಾದ್ಯ ಮೇಳದೊಂದಿಗೆ ಬಸವಪ್ಪನ ಮೆರವಣಿಗೆ ನಡೆಯಿತು. ಶ್ರೀಸಣ್ಣಕ್ಕರಾಯಸ್ವಾಮಿ ದೇವಸ್ಥಾನದಲ್ಲಿ ಪೂಜೆ ಸಲ್ಲಿಸಲಾಯಿತು. ಶ್ರೀಸಣ್ಣಕ್ಕರಾಯಸ್ವಾಮಿ ದೇವರಿಗೆ ವಿಶೇಷ ಪೂಜೆ ಸಲ್ಲಿಸಿದ ಬಳಿಕ ಬಸವಪ್ಪನಿಗೆ ಪೂಜೆ ಸಲ್ಲಿಸಿ ಭಕ್ತರಿಗೆ ಪ್ರಸಾದ ವಿನಿಯೋಗ ನಡೆಯಿತು. ಬಳಿಕ ಬಸವಪ್ಪನಿಗೆ ಅಕ್ಷತೆ, ಬಿಲ್ವಪತ್ರೆ ಹಾಕಿ ಹಣ್ಣು ಕಾಯಿ ಅರ್ಪಿಸಿದರು. ಲಿಂಗಾಧಾರಣೆ ದೀಕ್ಷೆ ಸಿ ಸಂತ ಶ್ರೀನಿವಾಸ್ ಸ್ವಾಮೀಜಿ ಅವರು ಬಸವಪ್ಪನಿಗೆ ದೀಕ್ಷೆ ನೀಡಿದರು. ಗ್ರಾಮದಲ್ಲಿ ಉತ್ಸವ ಮಾಡಲು ಬಸವಪ್ಪನ ಮೇಲೆ ಶ್ರೀಯವರು ದೇವರ ಪ್ರತಿಮೆ ಪ್ರತಿಷ್ಠಾಪಿಸಿ ಮೆರವಣಿಗೆ ನಡೆಸಲಾಯಿತು. ಮಠದ ಅಧ್ಯಕ್ಷರು, ಗ್ರಾಮ ಪಂಚಾಯಿತಿ ಸದಸ್ಯರು ಅವರು ಮಾತನಾಡಿ, ಲೋಕ ಕಲ್ಯಾಣ ಕಾರ್ಯಕ್ರಮಕ್ಕೆ ಬಸವಪ್ಪನ ದೀಕ್ಷೆ ನಡೆಸಲಾಗಿದೆ. ಮಾ.18, 2024 ರಂದು ಶ್ರೀ ಬಸವ ಸಿದ್ದೇಶ್ವರ ಸ್ವಾಮಿಯವರು ಸಮಾರಂಭದಲ್ಲಿ ಚಿನ್ನದ ಕಿರೀಟ ಅರ್ಪಿಸಿದ್ದರು. ಈ ವೇಳೆ 48 ದಿನಗಳ ಕಾಲ ಮಂಡಲ ಪೂಜೆ ನೆರವೇರಿಸಲಾಯಿತು. ಜೂ.27 ರಂದು ಬೃಹತ್ ಅನ್ನಸಂತರ್ಪಣೆ ಕಾರ್ಯಕ್ರಮ ಹಮ್ಮಿಕೊಳ್ಳಲಾಗಿದೆ ಎಂದರು. ಕಾರ್ಯಕ್ರಮದಲ್ಲಿ ಶ್ರೀ ಸಣ್ಣಕ್ಕರಾಯಸ್ವಾಮಿ ಬಸವ ಸಮಿತಿಯ ಪದಾಧಿಕಾರಿಗಳು, ಗ್ರಾಮದ ಮುಖಂಡರು, ಯಜಮಾನರು ಹಾಗೂ ಭಕ್ತಾದಿಗಳು ಭಾಗವಹಿಸಿದ್ದರು. [14, 678, 226, 914]
story8-col3: ಚಿಂತನೆ ಜನ್ಮದಿನಾಚರಣೆಯನ್ನು ಪ್ರಸಕ್ತ ವರ್ಷವೂ ಆಚರಿಸಲಾಯಿತು ಎಂದು ತಿಳಿಸಿದರು. ರಾಜ್ಯ ಸಂಚಾಲಕ ಎಲ್.ಕೃಷ್ಣಮೂರ್ತಿ, ನಾಗರಾಜ್ ಅವರು ಮಾತನಾಡಿ ದಸಂಸ ಸ್ಥಾಪನೆಯಾಗಿ ಐವತ್ತು ವರ್ಷ ಪೂರೈಸಿದೆ. ಕೊಳ್ಳೇಗಾಲ ತಾಲೂಕು ಸಂಚಾಲಕ ಸಿದ್ದರಾಜು, ಮುಖಂಡರಾದ ಶಿವಕುಮಾರ್, ಪ್ರಕಾಶ್, ಮಹದೇವ, ರಾಜಶೇಖರ್ ಮುಂತಾದವರು ಉಪಸ್ಥಿತರಿದ್ದರು. 87ನೇ ಜನ್ಮದಿನಾಚರಣೆ ಅಂಗವಾಗಿ ಸಿಹಿ ಹಂಚಲಾಯಿತು. ದಸಂಸ ಜಿಲ್ಲಾ ಸಂಘಟನಾ ಸಂಚಾಲಕ ಬಿ.ಪಿ.ಸಿ, ಎನ್.ಎಸ್.ಎಸ್, ಕೆ.ಮರಿಸ್ವಾಮಿ, ಡಾ.ಲಿಂಗರಾಜು, ಶಿವರಾಜ್, ಜಿ.ಪುಟ್ಟಸ್ವಾಮಿ, ರವಿ ಕುಮಾರ್, ಕಿರಣ್ ಕುಮಾರ್ ಸೇರಿದಂತೆ ಅನೇಕರು ಭಾಗವಹಿಸಿದ್ದರು. ಕಾರ್ಯಕ್ರಮದ ಅಂಗವಾಗಿ ಪ್ರಮುಖ ಬೀದಿಗಳಲ್ಲಿ ಮೆರವಣಿಗೆ ನಡೆಯಿತು. [756, 1244, 936, 1367]
story2-photo [645, 96, 935, 220]
story8-banner: ಬಿ.ಆರ್.ಅಂಬೇಡ್ಕರ್ ಪ್ರತಿಮೆಯ ಮುಂಭಾಗ ಕಾರ್ಯಕ್ರಮ [486, 1168, 846, 1190]
story4-subheadline: ರಾಜೇನಹಳ್ಳಿ ಗ್ರಾಮದಲ್ಲಿ ಕಾರ್ಯಕ್ರಮ । ಚುಂಚಶ್ರೀ ಸಾನ್ನಿಧ್ಯ [333, 703, 683, 725]
quote-mark-icon: “ [442, 324, 468, 381]
story2-col2: ನಡೆಯುತ್ತಿವೆ ಸರ್ಕಾರ ಇದನ್ನು ಗಮನಿಸಬೇಕು. ಕಬ್ಬಿನ ಉಪ ಉತ್ಪನ್ನಗಳ ಲಾಭದಲ್ಲೂ ರೈತರಿಗೆ ಪಾಲು ನೀಡಬೇಕು. ಮುಂದಿನ ಹಂಗಾಮಿನ ದರವನ್ನು ಈಗಲೇ ಘೋಷಿಸಬೇಕು ಎಂದರು. ಕಬ್ಬು ಕಟಾವಿನ ಹಣ ಸೇರಿದಂತೆ 14 ದಿನಗಳ ಒಳಗೆ ರೈತರ ಖಾತೆಗೆ ಹಣ ಪಾವತಿಸಬೇಕು. ತಪ್ಪಿದಲ್ಲಿ ಬಡ್ಡಿ ಸಮೇತ ಪಾವತಿಸಲು ಕ್ರಮ ಕೈಗೊಳ್ಳಬೇಕು. ಮತ್ತು ರೈತರು ಕಬ್ಬು ಕಳುಹಿಸಿದ ಬಿಲ್ ಗಳನ್ನು ನೀಡಬೇಕು. ಆದಿಯಿಂದ ಸುಮಾರು 10 ವರ್ಷಗಳ ಹಿಂದೆ ಬ್ಯಾನರ್ ಹಿಡಿದು ಹೋರಾಟ ಮಾಡಿದ್ದರೂ ಸಮಸ್ಯೆ ಬಗೆಹರಿದಿಲ್ಲ. ಜಿಲ್ಲಾಡಳಿತ ಈ ಬಗ್ಗೆ ಕ್ರಮ ಕೈಗೊಳ್ಳದಿದ್ದರೆ ಹೋರಾಟ ತೀವ್ರಗೊಳಿಸುತ್ತೇವೆ ಎಂದು ಎಚ್ಚರಿಸಿದರು. ಜಿಲ್ಲಾಧಿಕಾರಿ ಅವರ ಅನುಪಸ್ಥಿತಿಯಲ್ಲಿ ಮನವಿ ಸ್ವೀಕರಿಸಿ ಸರ್ಕಾರಕ್ಕೆ ಕಳುಹಿಸುವ ಭರವಸೆ ನೀಡಿದರು. ಈ ಸಂದರ್ಭದಲ್ಲಿ ಸಂಘದ ಪದಾಧಿಕಾರಿಗಳು ಹಾಗೂ ರೈತ ಮುಖಂಡರು ಉಪಸ್ಥಿತರಿದ್ದರು. ಜಿಲ್ಲಾಧ್ಯಕ್ಷ ಹಾಲಿನ ನಾಗರಾಜ್ ಮೈಸೂರು ಜಿಲ್ಲಾಧ್ಯಕ್ಷ ವರಕೋಡು ನಾಗೇಶ್, ನಗರ ಪ್ರಕಾಶ್ ಗೌಡ, ಎಚ್ ಗುಂಡ್ಲು ಹೊಸ ಗುರುಸ್ವಾಮಿ, ಮಹಾದೇವಸ್ವಾಮಿ, ಸೋಮಶೇಖರ್ ಮತ್ತು ಕೆ ಎಂ ಸುಂದರ್ ಸೇರಿದಂತೆ ನೂರಾರು ರೈತರು ಭಾಗವಹಿಸಿದ್ದರು. ಕೋ ಕೆ ಬಾಬು ಸಿದ್ದಪ್ಪ, ಉಮೇಶ್ ಸ್ವಾಮಿ ಮತ್ತಿತರರು ಉಪಸ್ಥಿತರಿದ್ದರು. [792, 224, 935, 472]
story1-pullquote-box [442, 318, 638, 450]
story7-photo [196, 1216, 378, 1324]
section-rule [10, 628, 935, 630]
story6-body: ಮಂಡ್ಯ: ಜಿಲ್ಲಾ ಪಂಚಾಯತ್, ಜಿಲ್ಲಾ ಆರೋಗ್ಯ ಮತ್ತು ಕುಟುಂಬ ಕಲ್ಯಾಣ ಇಲಾಖೆ, ಜಿಲ್ಲಾ ಬಾಲಕಾರ್ಮಿಕ ಯೋಜನಾ ಸೊಸೈಟಿ ವತಿಯಿಂದ ವಿಶ್ವ ಬಾಲಕಾರ್ಮಿಕ ಪದ್ಧತಿ ವಿರೋಧಿ ದಿನಾಚರಣೆ ಕಾರ್ಯಕ್ರಮವನ್ನು ಜೂನ್ 12ರಂದು ಬೆಳಗ್ಗೆ 11 ಗಂಟೆಗೆ ನಗರದ ಜಿಲ್ಲಾ ಪಂಚಾಯತ್ ಸಭಾಂಗಣದಲ್ಲಿ ಆಯೋಜಿಸಲಾಗಿದೆ. [790, 1064, 936, 1131]
story2-headline-line1: ಕಬ್ಬು ಬೆಳೆಗಾರರ ಸಮಸ್ಯೆ ಬಗ್ಗೆ [724, 53, 856, 69]
top-rule [0, 0, 945, 3]
